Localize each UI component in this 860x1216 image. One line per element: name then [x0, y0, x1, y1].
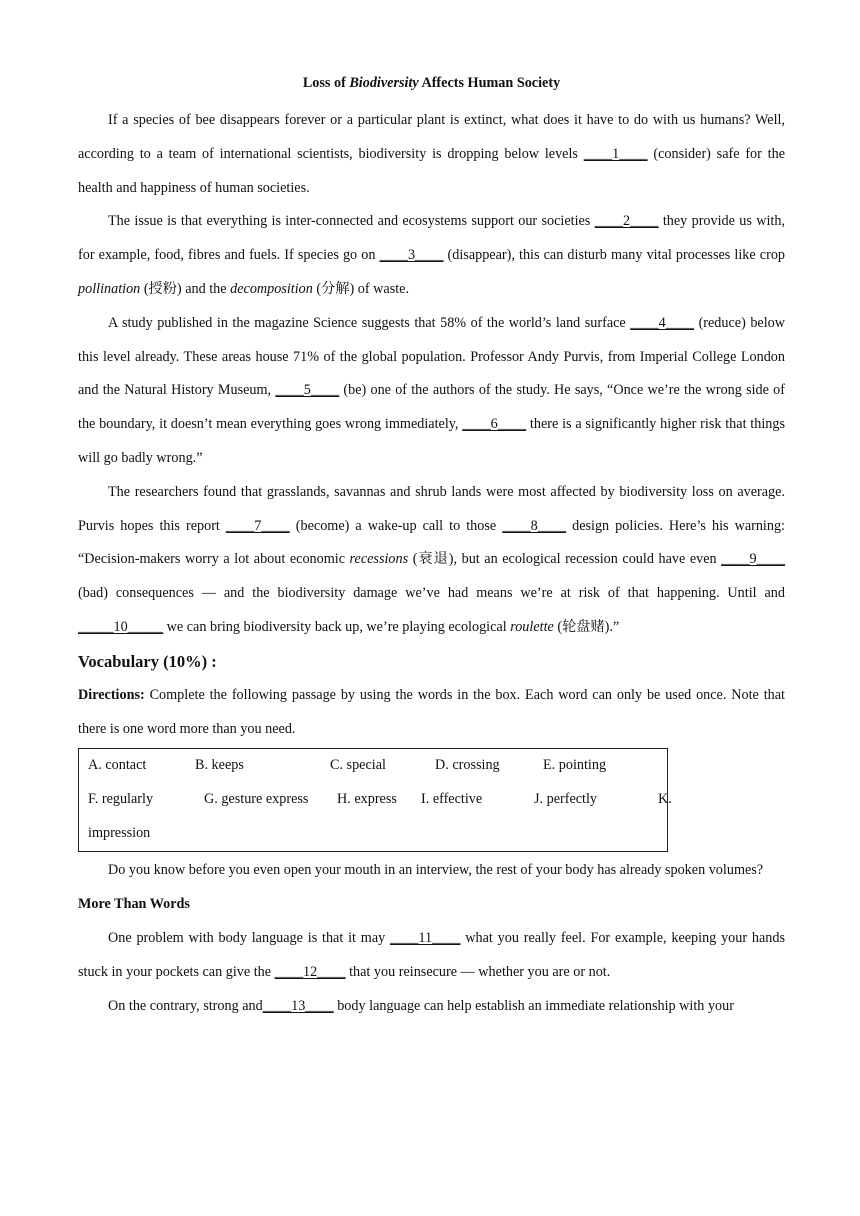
option-c: C. special [330, 757, 386, 774]
passage1-paragraph-2: The issue is that everything is inter-connected and ecosystems support our societies ____2____ they provide us with, for example, food, fibres and fuels. If species go on ____3____ (disappear), this can disturb many vital processes like crop pollination (授粉) and the decomposition (分解) of waste. [78, 213, 786, 297]
word-box [78, 748, 672, 852]
vocabulary-heading: Vocabulary (10%) : [78, 651, 217, 671]
blank-4: ____4____ [630, 314, 695, 331]
blank-12: ____12____ [274, 963, 346, 980]
option-a: A. contact [88, 757, 147, 774]
option-b: B. keeps [195, 757, 244, 774]
blank-11: ____11____ [390, 929, 461, 946]
term-roulette: roulette [510, 618, 554, 635]
blank-10: _____10_____ [78, 618, 164, 635]
option-e: E. pointing [543, 757, 607, 774]
vocabulary-directions: Directions: Complete the following passage by using the words in the box. Each word can only be used once. Note that there is one word more than you need. [78, 686, 785, 737]
passage-title: Loss of Biodiversity Affects Human Society [302, 75, 561, 91]
blank-13: ____13____ [262, 997, 334, 1014]
directions-label: Directions: [78, 686, 145, 703]
option-d: D. crossing [435, 757, 500, 774]
blank-3: ____3____ [379, 247, 444, 264]
word-box-row-2 [88, 783, 672, 817]
title-italic: Biodiversity [349, 75, 419, 91]
passage2-subheading: More Than Words [78, 896, 190, 913]
option-f: F. regularly [88, 791, 154, 808]
passage2-paragraph-2: On the contrary, strong and____13____ body language can help establish an immediate relationship with your [108, 997, 734, 1014]
blank-1: ____1____ [583, 145, 648, 162]
term-recessions: recessions [349, 551, 409, 568]
passage1-paragraph-4: The researchers found that grasslands, savannas and shrub lands were most affected by biodiversity loss on average. Purvis hopes this report ____7____ (become) a wake-up call to those ____8____ design policies. Here’s his warning: “Decision-makers worry a lot about economic recessions (衰退), but an ecological recession could have even ____9____ (bad) consequences — and the biodiversity damage we’ve had means we’re at risk of that happening. Until and _____10_____ we can bring biodiversity back up, we’re playing ecological roulette (轮盘赌).” [78, 483, 785, 635]
passage1-paragraph-1: If a species of bee disappears forever or a particular plant is extinct, what does it have to do with us humans? Well, according to a team of international scientists, biodiversity is dropping below levels ____1____ (consider) safe for the health and happiness of human societies. [78, 112, 785, 196]
term-decomposition: decomposition [230, 280, 313, 297]
option-h: H. express [337, 791, 397, 808]
blank-2: ____2____ [594, 213, 659, 230]
word-box-row-1 [88, 749, 667, 783]
blank-9: ____9____ [721, 551, 785, 568]
option-g: G. gesture express [204, 791, 309, 808]
term-pollination: pollination [78, 280, 141, 297]
option-i: I. effective [421, 791, 483, 808]
blank-7: ____7____ [225, 517, 290, 534]
passage2-intro: Do you know before you even open your mouth in an interview, the rest of your body has already spoken volumes? [108, 862, 764, 879]
blank-5: ____5____ [275, 382, 340, 399]
passage1-paragraph-3: A study published in the magazine Science suggests that 58% of the world’s land surface ____4____ (reduce) below this level already. These areas house 71% of the global population. Professor Andy Purvis, from Imperial College London and the Natural History Museum, ____5____ (be) one of the authors of the study. He says, “Once we’re the wrong side of the boundary, it doesn’t mean everything goes wrong immediately, ____6____ there is a significantly higher risk that things will go badly wrong.” [78, 314, 786, 466]
document-content [78, 70, 785, 1023]
blank-8: ____8____ [502, 517, 567, 534]
blank-6: ____6____ [462, 416, 527, 433]
passage2-paragraph-1: One problem with body language is that it may ____11____ what you really feel. For example, keeping your hands stuck in your pockets can give the ____12____ that you reinsecure — whether you are or not. [78, 929, 785, 980]
option-k-word: impression [88, 825, 151, 842]
option-k-label: K. [658, 791, 672, 808]
option-j: J. perfectly [534, 791, 598, 808]
word-box-row-3 [88, 817, 667, 851]
